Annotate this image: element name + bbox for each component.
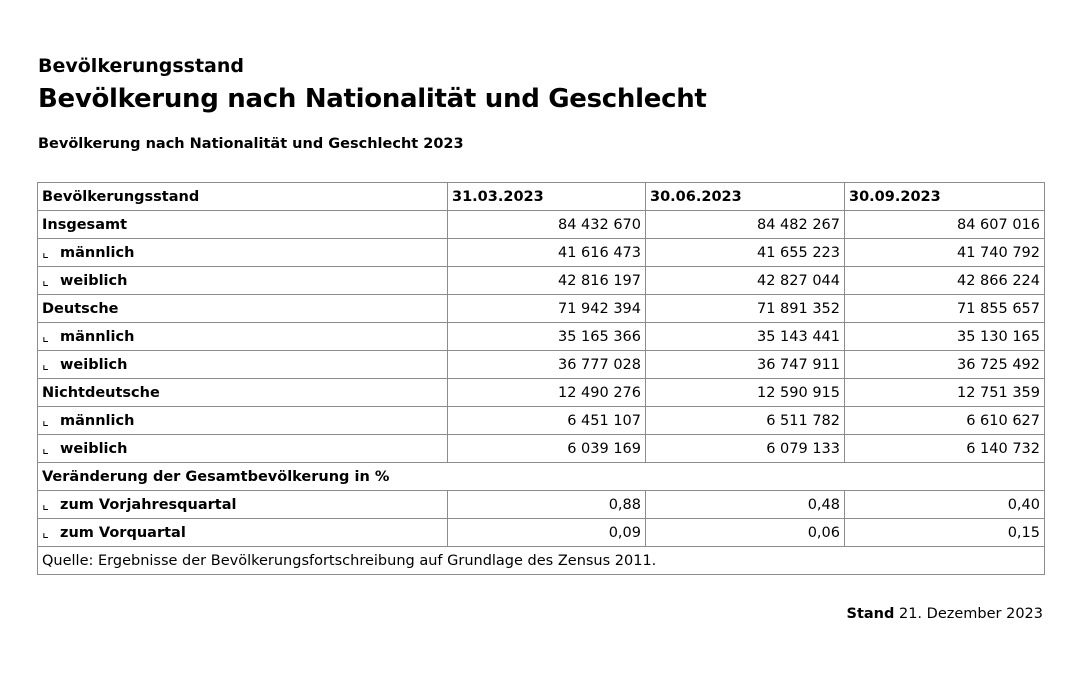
table-row	[38, 491, 1045, 519]
row-label	[38, 323, 448, 351]
row-label	[38, 435, 448, 463]
sub-item-marker: ⌞	[42, 328, 49, 345]
sub-item-marker: ⌞	[42, 356, 49, 373]
sub-item-marker: ⌞	[42, 272, 49, 289]
stand-date	[847, 606, 1044, 622]
table-cell: 6 610 627	[845, 407, 1045, 435]
row-label	[38, 519, 448, 547]
table-cell: 35 130 165	[845, 323, 1045, 351]
row-label-text: zum Vorjahresquartal	[60, 496, 237, 513]
row-label-text: zum Vorquartal	[60, 524, 186, 541]
row-label	[38, 491, 448, 519]
table-caption: Bevölkerung nach Nationalität und Geschlecht 2023	[38, 136, 464, 152]
sub-item-marker: ⌞	[42, 412, 49, 429]
table-row	[38, 211, 1045, 239]
table-cell: 71 942 394	[448, 295, 646, 323]
column-header: 30.06.2023	[646, 183, 845, 211]
row-label	[38, 407, 448, 435]
table-cell: 42 866 224	[845, 267, 1045, 295]
column-header: 30.09.2023	[845, 183, 1045, 211]
table-cell: 0,88	[448, 491, 646, 519]
row-label-text: weiblich	[60, 440, 128, 457]
table-cell: 12 590 915	[646, 379, 845, 407]
table-cell: 0,06	[646, 519, 845, 547]
section-kicker: Bevölkerungsstand	[38, 55, 245, 77]
row-label	[38, 267, 448, 295]
row-label: Nichtdeutsche	[38, 379, 448, 407]
row-label	[38, 351, 448, 379]
row-label	[38, 239, 448, 267]
table-cell: 6 079 133	[646, 435, 845, 463]
row-label: Deutsche	[38, 295, 448, 323]
table-cell: 12 751 359	[845, 379, 1045, 407]
sub-item-marker: ⌞	[42, 244, 49, 261]
row-label-text: männlich	[60, 244, 135, 261]
table-cell: 41 740 792	[845, 239, 1045, 267]
table-cell: 35 143 441	[646, 323, 845, 351]
sub-item-marker: ⌞	[42, 496, 49, 513]
table-row	[38, 295, 1045, 323]
table-cell: 0,09	[448, 519, 646, 547]
table-cell: 0,48	[646, 491, 845, 519]
column-header: 31.03.2023	[448, 183, 646, 211]
row-label-text: männlich	[60, 412, 135, 429]
table-row	[38, 519, 1045, 547]
table-row	[38, 239, 1045, 267]
sub-item-marker: ⌞	[42, 440, 49, 457]
table-header-row	[38, 183, 1045, 211]
source-note: Quelle: Ergebnisse der Bevölkerungsfortschreibung auf Grundlage des Zensus 2011.	[38, 547, 1045, 575]
table-cell: 42 827 044	[646, 267, 845, 295]
row-label-text: männlich	[60, 328, 135, 345]
row-label-text: weiblich	[60, 272, 128, 289]
row-label-text: weiblich	[60, 356, 128, 373]
table-row	[38, 323, 1045, 351]
table-cell: 0,15	[845, 519, 1045, 547]
table-cell: 6 511 782	[646, 407, 845, 435]
population-table	[37, 182, 1045, 575]
table-cell: 35 165 366	[448, 323, 646, 351]
table-row	[38, 351, 1045, 379]
table-cell: 0,40	[845, 491, 1045, 519]
table-cell: 84 432 670	[448, 211, 646, 239]
table-row	[38, 435, 1045, 463]
table-cell: 71 891 352	[646, 295, 845, 323]
table-cell: 6 039 169	[448, 435, 646, 463]
stand-label: Stand	[846, 606, 895, 622]
table-cell: 12 490 276	[448, 379, 646, 407]
table-cell: 36 747 911	[646, 351, 845, 379]
table-row	[38, 463, 1045, 491]
table-cell: 84 482 267	[646, 211, 845, 239]
table-cell: 6 140 732	[845, 435, 1045, 463]
table-cell: 36 777 028	[448, 351, 646, 379]
table-cell: 84 607 016	[845, 211, 1045, 239]
column-header: Bevölkerungsstand	[38, 183, 448, 211]
table-cell: 6 451 107	[448, 407, 646, 435]
change-section-heading: Veränderung der Gesamtbevölkerung in %	[38, 463, 1045, 491]
table-row	[38, 379, 1045, 407]
table-cell: 71 855 657	[845, 295, 1045, 323]
table-row	[38, 267, 1045, 295]
table-cell: 36 725 492	[845, 351, 1045, 379]
table-row	[38, 407, 1045, 435]
stand-date-value: 21. Dezember 2023	[898, 606, 1043, 622]
table-row	[38, 547, 1045, 575]
table-cell: 41 616 473	[448, 239, 646, 267]
table-cell: 42 816 197	[448, 267, 646, 295]
row-label: Insgesamt	[38, 211, 448, 239]
page-title: Bevölkerung nach Nationalität und Geschlecht	[38, 84, 707, 114]
table-cell: 41 655 223	[646, 239, 845, 267]
sub-item-marker: ⌞	[42, 524, 49, 541]
